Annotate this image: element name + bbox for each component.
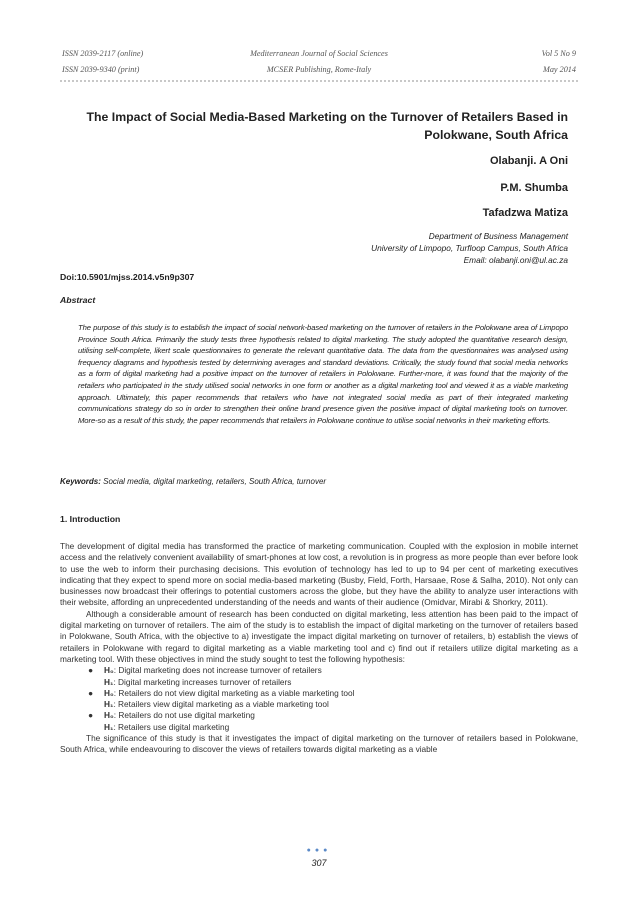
section-heading: 1. Introduction (60, 514, 121, 524)
bullet-icon: ● (88, 687, 94, 698)
bullet-icon: ● (88, 665, 94, 676)
null-hypothesis: H₀: Retailers do not view digital marketing as a viable marketing tool (104, 687, 355, 698)
volume: Vol 5 No 9 (541, 49, 576, 58)
volume-block (542, 46, 576, 78)
publisher: MCSER Publishing, Rome-Italy (266, 65, 372, 74)
keywords-label: Keywords: (60, 477, 101, 486)
paragraph-2: Although a considerable amount of research has been conducted on digital marketing, less attention has been paid to the impact of digital marketing on turnover of retailers. The aim of the study is to establish the impact of digital marketing on the turnover of retailers based in Polokwane, South Africa, with the objective to a) investigate the impact digital marketing on turnover of retailers, b) establish the views of retailers in Polokwane with regard to digital marketing as a viable marketing tool and c) find out if retailers utilize digital marketing as a marketing tool. With these objectives in mind the study sought to test the following hypothesis: (60, 608, 578, 664)
paper-title: The Impact of Social Media-Based Marketing on the Turnover of Retailers Based in Polokwane, South Africa (86, 110, 568, 142)
keywords (60, 477, 580, 486)
null-hypothesis: H₀: Digital marketing does not increase turnover of retailers (104, 665, 322, 676)
hypothesis-item (88, 665, 578, 688)
journal-name: Mediterranean Journal of Social Sciences (250, 49, 388, 58)
affiliation-email: Email: olabanji.oni@ul.ac.za (463, 255, 568, 265)
doi: Doi:10.5901/mjss.2014.v5n9p307 (60, 272, 195, 282)
author-3: Tafadzwa Matiza (482, 207, 568, 219)
issn-print: ISSN 2039-9340 (print) (62, 65, 140, 74)
alt-hypothesis: H₁: Retailers view digital marketing as a viable marketing tool (104, 699, 329, 710)
affiliation (168, 230, 568, 266)
page-number: 307 (311, 858, 327, 868)
paragraph-1: The development of digital media has transformed the practice of marketing communication. Coupled with the explosion in mobile internet access and the relatively convenient availability of smart-phones at low cost, a revolution is in progress as more people than ever before look to use the web to inform their purchasing decisions. This evolution of technology has led to up to 94 per cent of marketing executives indicating that they expect to spend more on social media-based marketing (Busby, Field, Forth, Harsaae, Rose & Salha, 2010). Not only can businesses now broadcast their offerings to potential customers across the globe, but they have the ability to analyze user interactions with their website, affording an unprecedented understanding of the needs and wants of their audience (Omidvar, Mirabi & Shorkry, 2011). (60, 541, 578, 608)
body-text (60, 541, 578, 756)
alt-hypothesis: H₁: Digital marketing increases turnover of retailers (104, 676, 292, 687)
hypothesis-item (88, 688, 578, 711)
author-2: P.M. Shumba (500, 182, 568, 194)
issue-date: May 2014 (543, 65, 576, 74)
hypothesis-list (88, 665, 578, 733)
alt-hypothesis: H₁: Retailers use digital marketing (104, 721, 230, 732)
author-1: Olabanji. A Oni (489, 155, 568, 167)
header-divider (60, 80, 578, 82)
issn-online: ISSN 2039-2117 (online) (62, 49, 144, 58)
null-hypothesis: H₀: Retailers do not use digital marketing (104, 710, 255, 721)
abstract-text: The purpose of this study is to establish the impact of social network-based marketing on the turnover of retailers in the Polokwane area of Limpopo Province South Africa. Primarily the study tests three hypothesis related to digital marketing. The study adopted the quantitative research design, utilising self-complete, likert scale questionnaires to generate the relevant quantitative data. The data from the questionnaires was analysed using frequency diagrams and hypothesis tested by determining averages and standard deviations. Critically, the study found that social media networks as a form of digital marketing had a positive impact on the turnover of retailers in Polokwane. Further-more, it was found that the majority of the retailers who participated in the study utilised social networks in one form or another as a digital marketing tool and viewed it as a viable marketing approach. Ultimately, this paper recommends that retailers who have not integrated social media as part of their integrated marketing communications strategy do so in order to strengthen their online brand presence given the positive impact of digital marketing tools on turnover. More-so as a result of this study, the paper recommends that retailers in Polokwane continue to utilise social networks in their marketing efforts. (78, 323, 568, 425)
footer-dots-icon: ●●● (306, 847, 332, 854)
hypothesis-item (88, 710, 578, 733)
paragraph-3: The significance of this study is that it investigates the impact of digital marketing on the turnover of retailers based in Polokwane, South Africa, while endeavouring to discover the views of retailers towards digital marketing as a viable (60, 733, 578, 755)
bullet-icon: ● (88, 710, 94, 721)
abstract-heading: Abstract (60, 295, 96, 305)
affiliation-dept: Department of Business Management (428, 231, 568, 241)
affiliation-univ: University of Limpopo, Turfloop Campus, South Africa (371, 243, 568, 253)
keywords-text: Social media, digital marketing, retailers, South Africa, turnover (103, 477, 327, 486)
